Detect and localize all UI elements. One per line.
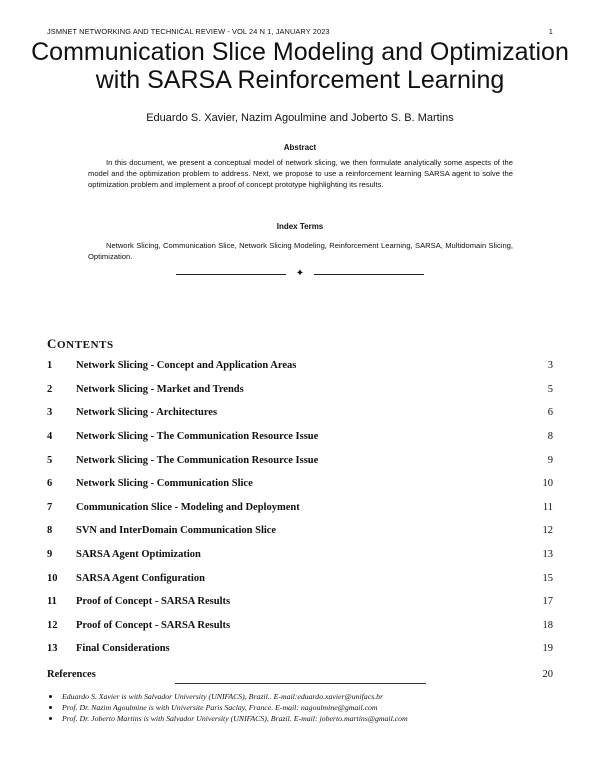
toc-title: Communication Slice - Modeling and Deployment: [76, 501, 300, 513]
footnote-text: Prof. Dr. Nazim Agoulmine is with Universite Paris Saclay, France. E-mail: nagoulmine@gmail.com: [62, 703, 378, 712]
toc-entry[interactable]: [47, 637, 553, 661]
toc-number: 9: [47, 549, 53, 561]
contents-heading: CONTENTS: [47, 336, 114, 351]
toc-title: Network Slicing - Concept and Application Areas: [76, 360, 297, 372]
toc-title: Network Slicing - The Communication Resource Issue: [76, 431, 319, 443]
toc-entry[interactable]: [47, 425, 553, 449]
toc-page: 8: [547, 431, 553, 443]
toc-entry[interactable]: [47, 614, 553, 638]
toc-entry[interactable]: [47, 496, 553, 520]
toc-page: 5: [547, 383, 553, 395]
toc-entry[interactable]: [47, 519, 553, 543]
index-terms-heading: Index Terms: [276, 222, 324, 231]
author-footnotes: [47, 691, 567, 724]
toc-title: Proof of Concept - SARSA Results: [76, 596, 231, 608]
divider-rule-left: [176, 274, 286, 275]
toc-number: 11: [47, 596, 57, 608]
toc-title: Network Slicing - Communication Slice: [76, 478, 253, 490]
toc-number: 4: [47, 431, 53, 443]
toc-number: 12: [47, 619, 58, 631]
footnote-rule: [175, 683, 426, 684]
authors: Eduardo S. Xavier, Nazim Agoulmine and Joberto S. B. Martins: [146, 112, 454, 124]
toc-page: 9: [547, 454, 553, 466]
toc-page: 6: [547, 407, 553, 419]
toc-title: SARSA Agent Optimization: [76, 549, 201, 561]
toc-entry[interactable]: [47, 448, 553, 472]
page-number: 1: [548, 27, 553, 36]
footnote-text: Eduardo S. Xavier is with Salvador University (UNIFACS), Brazil.. E-mail:eduardo.xavier@unifacs.br: [62, 692, 384, 701]
toc-number: 7: [47, 501, 53, 513]
footnote-item: [47, 713, 567, 724]
title-line-2: with SARSA Reinforcement Learning: [95, 66, 505, 94]
toc-number: 8: [47, 525, 53, 537]
toc-page: 11: [542, 501, 553, 513]
section-divider: [176, 268, 424, 280]
toc-entry[interactable]: [47, 354, 553, 378]
journal-header: JSMNET NETWORKING AND TECHNICAL REVIEW - VOL 24 N 1, JANUARY 2023: [47, 27, 330, 36]
toc-title: Network Slicing - Market and Trends: [76, 383, 244, 395]
index-terms-text: Network Slicing, Communication Slice, Network Slicing Modeling, Reinforcement Learning, SARSA, Multidomain Slicing, Optimization.: [88, 241, 513, 262]
toc-number: 6: [47, 478, 53, 490]
toc-entry[interactable]: [47, 378, 553, 402]
toc-page: 19: [542, 643, 553, 655]
title-line-1: Communication Slice Modeling and Optimization: [31, 38, 569, 66]
toc-page: 15: [542, 572, 553, 584]
toc-entry[interactable]: [47, 566, 553, 590]
toc-page: 18: [542, 619, 553, 631]
bullet-icon: [49, 717, 52, 720]
toc-number: 1: [47, 360, 53, 372]
toc-page: 10: [542, 478, 553, 490]
toc-entry[interactable]: [47, 401, 553, 425]
footnote-text: Prof. Dr. Joberto Martins is with Salvador University (UNIFACS), Brazil. E-mail: joberto.martins@gmail.com: [62, 714, 408, 723]
toc-page: 3: [547, 360, 553, 372]
toc-number: 5: [47, 454, 53, 466]
toc-references-entry[interactable]: [47, 666, 553, 682]
references-title: References: [47, 668, 96, 680]
toc-number: 13: [47, 643, 58, 655]
toc-number: 2: [47, 383, 53, 395]
toc-title: Final Considerations: [76, 643, 170, 655]
toc-title: SVN and InterDomain Communication Slice: [76, 525, 277, 537]
toc-entry[interactable]: [47, 590, 553, 614]
bullet-icon: [49, 706, 52, 709]
toc-page: 13: [542, 549, 553, 561]
divider-rule-right: [314, 274, 424, 275]
toc-entry[interactable]: [47, 472, 553, 496]
toc-number: 3: [47, 407, 53, 419]
abstract-heading: Abstract: [283, 143, 317, 152]
bullet-icon: [49, 695, 52, 698]
abstract-text: In this document, we present a conceptual model of network slicing, we then formulate analytically some aspects of the model and the optimization problem to address. Next, we propose to use a reinforcement learning SARSA agent to solve the optimization problem and implement a proof of concept prototype highlighting its results.: [88, 158, 513, 190]
references-page: 20: [542, 668, 553, 680]
toc-page: 12: [542, 525, 553, 537]
toc-title: Network Slicing - Architectures: [76, 407, 218, 419]
toc-title: SARSA Agent Configuration: [76, 572, 205, 584]
running-header: [47, 27, 553, 36]
footnote-item: [47, 702, 567, 713]
toc-title: Proof of Concept - SARSA Results: [76, 619, 231, 631]
footnote-item: [47, 691, 567, 702]
toc-number: 10: [47, 572, 58, 584]
divider-star-icon: ✦: [295, 268, 305, 279]
table-of-contents: [47, 354, 553, 661]
paper-title: [20, 38, 580, 94]
toc-page: 17: [542, 596, 553, 608]
toc-entry[interactable]: [47, 543, 553, 567]
toc-title: Network Slicing - The Communication Resource Issue: [76, 454, 319, 466]
